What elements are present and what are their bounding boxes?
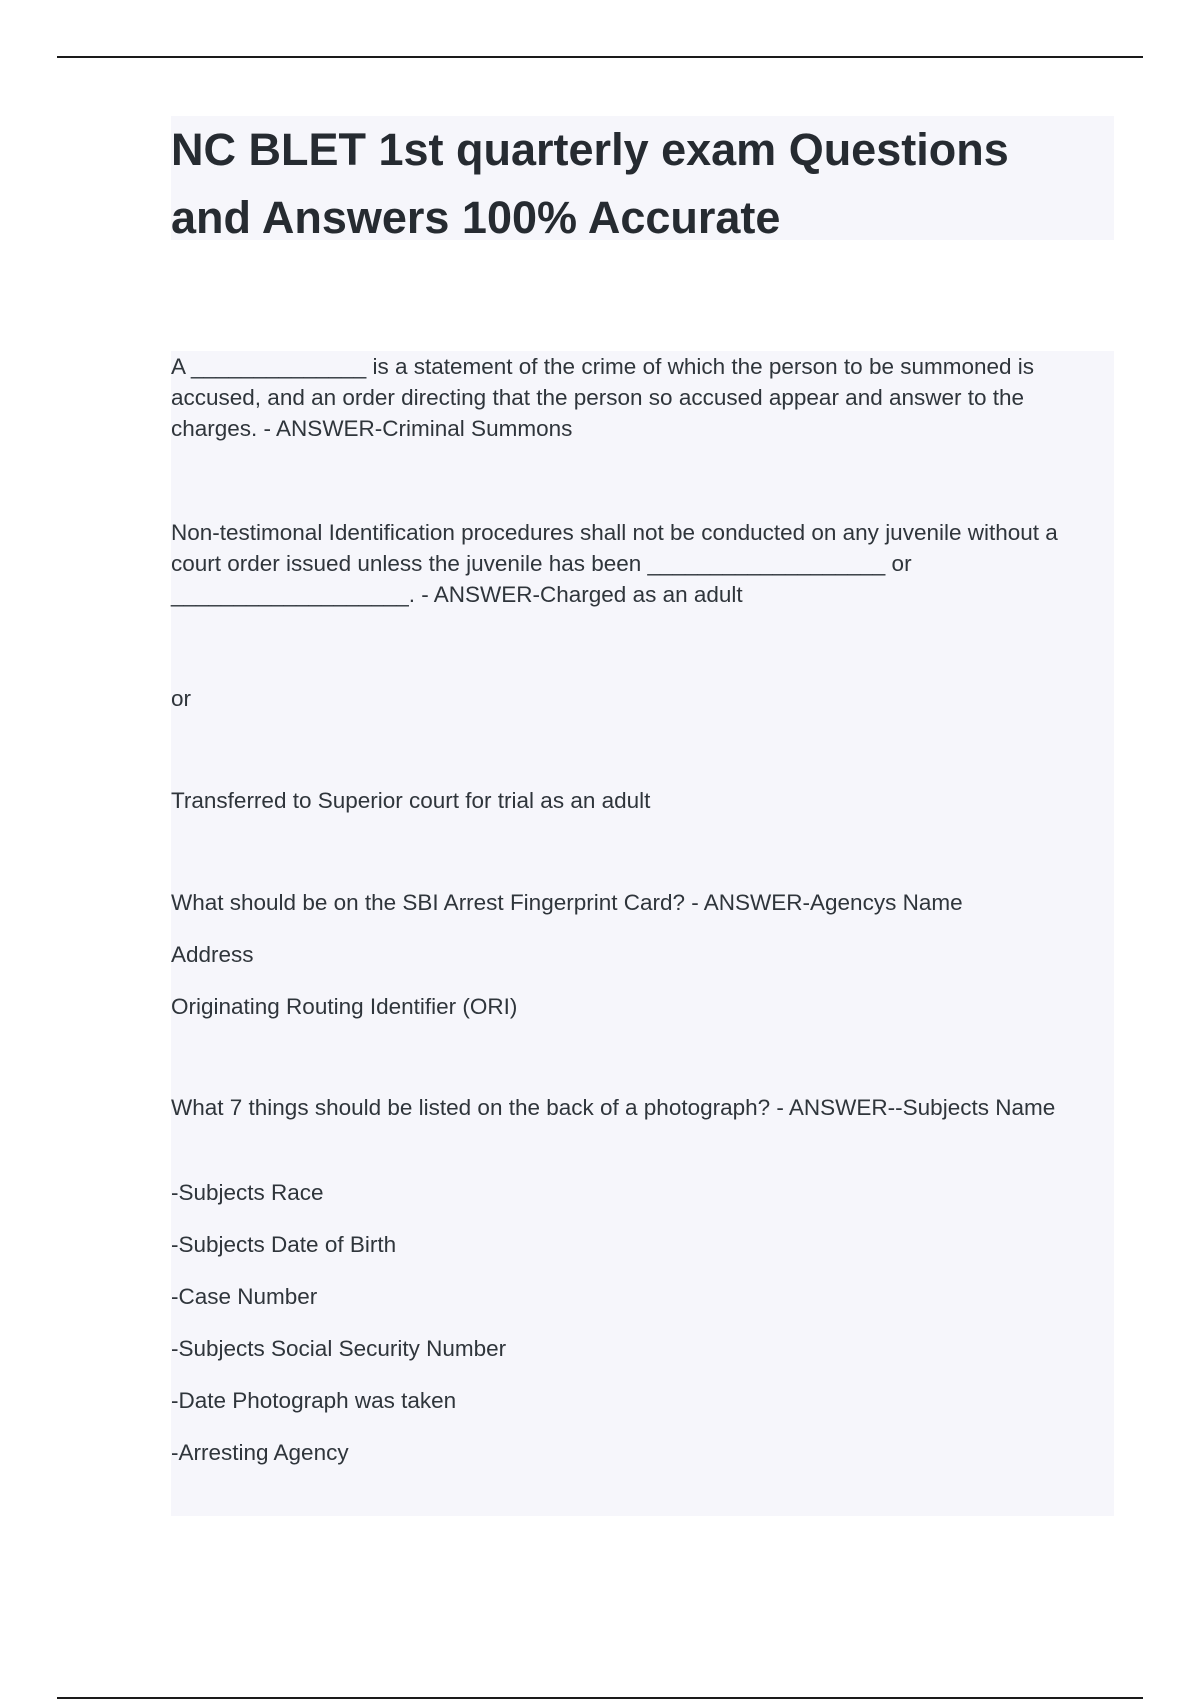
answer-line-address: Address bbox=[171, 942, 254, 967]
title-line-2: and Answers 100% Accurate bbox=[171, 192, 781, 243]
answer-line-case-number: -Case Number bbox=[171, 1284, 318, 1309]
answer-line-arresting-agency: -Arresting Agency bbox=[171, 1440, 349, 1465]
question-photograph-back: What 7 things should be listed on the back of a photograph? - ANSWER--Subjects Name bbox=[171, 1095, 1056, 1120]
title-line-1: NC BLET 1st quarterly exam Questions bbox=[171, 124, 1009, 175]
question-sbi-fingerprint-card: What should be on the SBI Arrest Fingerprint Card? - ANSWER-Agencys Name bbox=[171, 890, 963, 915]
question-criminal-summons: A ______________ is a statement of the crime of which the person to be summoned is accused, and an order directing that the person so accused appear and answer to the charges. - ANSWER-Criminal Summons bbox=[171, 354, 1035, 441]
answer-line-race: -Subjects Race bbox=[171, 1180, 324, 1205]
qa-content bbox=[171, 351, 1114, 1516]
answer-line-ssn: -Subjects Social Security Number bbox=[171, 1336, 507, 1361]
answer-line-date-taken: -Date Photograph was taken bbox=[171, 1388, 457, 1413]
answer-line-dob: -Subjects Date of Birth bbox=[171, 1232, 397, 1257]
question-non-testimonial-id: Non-testimonal Identification procedures shall not be conducted on any juvenile without a court order issued unless the juvenile has been ___________________ or ___________________. - ANSWER-Charged as an adult bbox=[171, 520, 1058, 607]
title-block bbox=[171, 116, 1114, 243]
document-title bbox=[171, 116, 1114, 252]
top-rule bbox=[57, 56, 1143, 58]
answer-continuation-transferred: Transferred to Superior court for trial as an adult bbox=[171, 788, 651, 813]
bottom-rule bbox=[57, 1697, 1143, 1699]
answer-continuation-or: or bbox=[171, 686, 192, 711]
answer-line-ori: Originating Routing Identifier (ORI) bbox=[171, 994, 518, 1019]
